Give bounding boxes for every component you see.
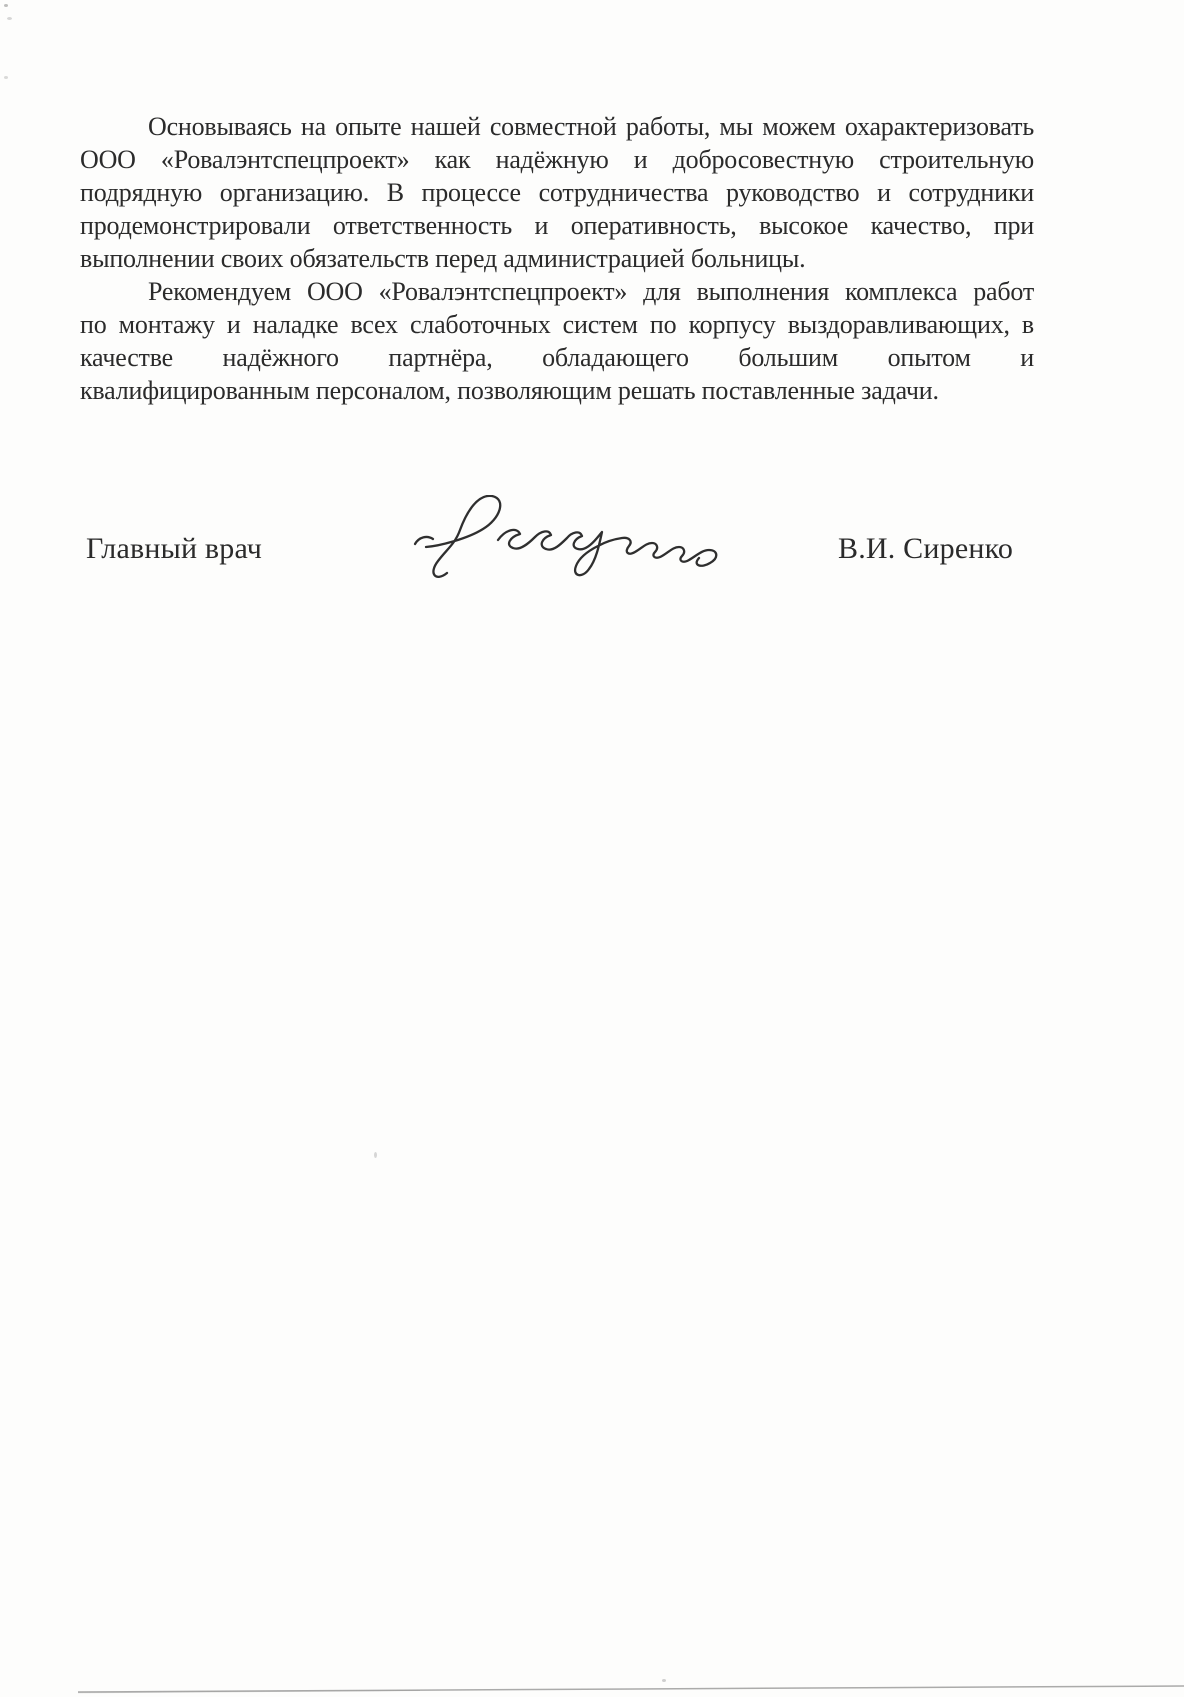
scan-speck — [4, 4, 8, 7]
signatory-name: В.И. Сиренко — [838, 532, 1014, 565]
paragraph-line: продемонстрировали ответственность и оперативность, высокое качество, при — [80, 211, 1034, 240]
paragraph-line: Рекомендуем ООО «Ровалэнтспецпроект» для выполнения комплекса работ — [148, 277, 1034, 306]
scan-speck — [374, 1152, 377, 1158]
signatory-role: Главный врач — [86, 532, 263, 565]
letter-body — [80, 110, 1034, 407]
paragraph-line: ООО «Ровалэнтспецпроект» как надёжную и добросовестную строительную — [80, 145, 1034, 174]
paragraph-1 — [80, 110, 1034, 275]
paragraph-line: выполнении своих обязательств перед администрацией больницы. — [80, 244, 806, 273]
paragraph-line: подрядную организацию. В процессе сотрудничества руководство и сотрудники — [80, 178, 1034, 207]
paragraph-line: квалифицированным персоналом, позволяющим решать поставленные задачи. — [80, 376, 939, 405]
paragraph-line: по монтажу и наладке всех слаботочных систем по корпусу выздоравливающих, в — [80, 310, 1034, 339]
signature-stroke-dash — [415, 537, 433, 544]
paragraph-line: Основываясь на опыте нашей совместной работы, мы можем охарактеризовать — [148, 112, 1034, 141]
paragraph-line: качестве надёжного партнёра, обладающего большим опытом и — [80, 343, 1034, 372]
scan-speck — [7, 17, 12, 20]
signature-stroke-letters — [498, 530, 716, 575]
signature-stroke-main — [426, 496, 500, 577]
scan-speck — [4, 76, 8, 79]
paragraph-2 — [80, 275, 1034, 407]
scan-artifact-line — [0, 1678, 1184, 1697]
signature-mark — [405, 495, 725, 590]
scan-speck — [662, 1679, 666, 1682]
